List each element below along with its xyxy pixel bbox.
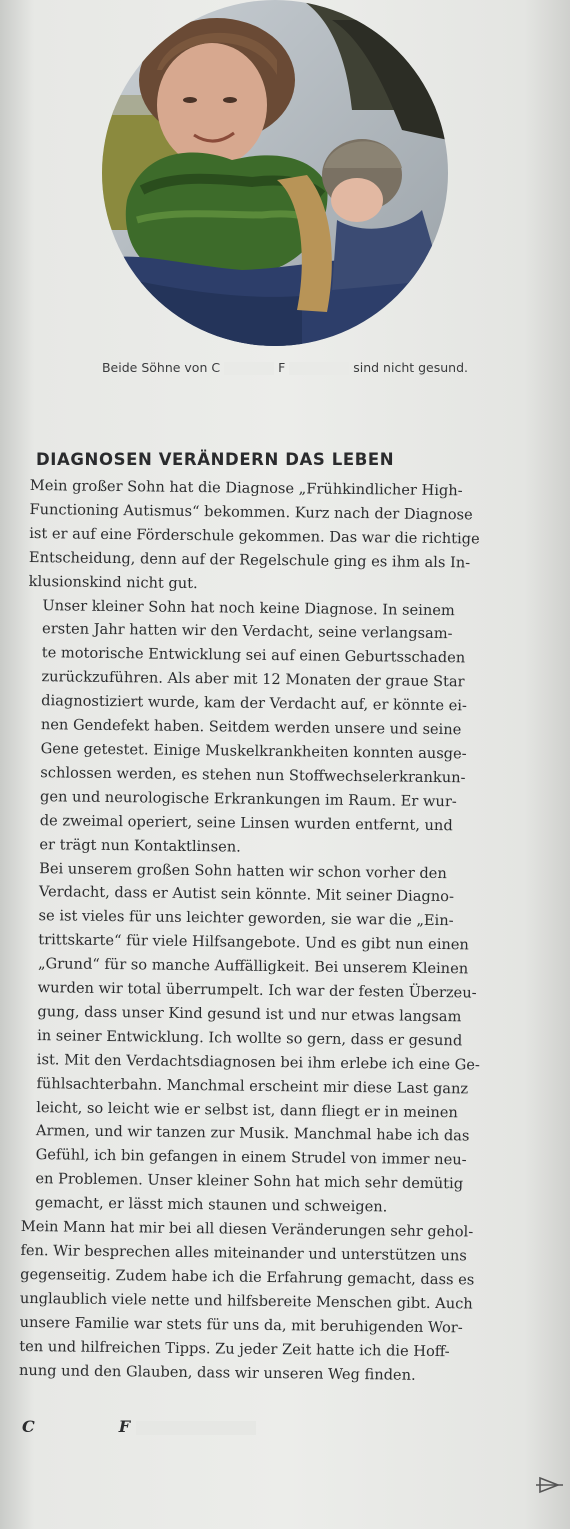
paragraph-2 — [25, 594, 516, 863]
text-line: ersten Jahr hatten wir den Verdacht, seine verlangsam- — [42, 620, 453, 643]
text-line: Mein großer Sohn hat die Diagnose „Frühkindlicher High- — [29, 476, 463, 500]
portrait-photo — [102, 0, 448, 346]
text-line: ist er auf eine Förderschule gekommen. Das war die richtige — [29, 524, 480, 548]
redaction-bar — [224, 362, 274, 375]
article-headline: DIAGNOSEN VERÄNDERN DAS LEBEN — [36, 450, 395, 469]
text-line: leicht, so leicht wie er selbst ist, dann fliegt er in meinen — [36, 1098, 459, 1121]
redaction-bar — [136, 1421, 256, 1435]
paragraph-1 — [29, 474, 518, 599]
text-line: Unser kleiner Sohn hat noch keine Diagnose. In seinem — [42, 596, 455, 619]
caption-initial: F — [278, 360, 286, 375]
text-line: gen und neurologische Erkrankungen im Raum. Er wur- — [39, 787, 457, 811]
text-line: Functioning Autismus“ bekommen. Kurz nach der Diagnose — [29, 500, 473, 524]
text-line: te motorische Entwicklung sei auf einen Geburtsschaden — [41, 644, 466, 667]
text-line: Bei unserem großen Sohn hatten wir schon vorher den — [39, 859, 447, 882]
text-line: Armen, und wir tanzen zur Musik. Manchmal habe ich das — [35, 1122, 470, 1145]
text-line: Entscheidung, denn auf der Regelschule ging es ihm als In- — [28, 548, 471, 572]
text-line: nung und den Glauben, dass wir unseren Weg finden. — [18, 1361, 416, 1384]
text-line: zurückzuführen. Als aber mit 12 Monaten der graue Star — [41, 668, 465, 691]
caption-prefix: Beide Söhne von C — [101, 360, 221, 375]
text-line: trittskarte“ für viele Hilfsangebote. Und es gibt nun einen — [38, 931, 469, 954]
text-line: er trägt nun Kontaktlinsen. — [39, 835, 241, 856]
text-line: unglaublich viele nette und hilfsbereite Menschen gibt. Auch — [19, 1289, 473, 1313]
text-line: Mein Mann hat mir bei all diesen Veränderungen sehr gehol- — [20, 1218, 474, 1241]
text-line: de zweimal operiert, seine Linsen wurden entfernt, und — [39, 811, 453, 834]
author-signature — [22, 1417, 256, 1436]
text-line: Verdacht, dass er Autist sein könnte. Mit seiner Diagno- — [38, 883, 455, 906]
text-line: „Grund“ für so manche Auffälligkeit. Bei unserem Kleinen — [37, 955, 469, 978]
text-line: ist. Mit den Verdachtsdiagnosen bei ihm erlebe ich eine Ge- — [36, 1050, 480, 1074]
text-line: ten und hilfreichen Tipps. Zu jeder Zeit hatte ich die Hoff- — [19, 1337, 450, 1360]
text-line: en Problemen. Unser kleiner Sohn hat mich sehr demütig — [35, 1170, 464, 1193]
triangle-arrow-icon — [536, 1475, 564, 1495]
text-line: diagnostiziert wurde, kam der Verdacht auf, er könnte ei- — [41, 692, 468, 715]
text-line: Gefühl, ich bin gefangen in einem Strudel von immer neu- — [35, 1146, 467, 1169]
text-line: Gene getestet. Einige Muskelkrankheiten konnten ausge- — [40, 740, 467, 763]
paragraph-4 — [19, 1215, 509, 1388]
text-line: gemacht, er lässt mich staunen und schweigen. — [34, 1194, 388, 1216]
signature-last-initial: F — [118, 1417, 131, 1436]
text-line: gegenseitig. Zudem habe ich die Erfahrung gemacht, dass es — [20, 1265, 475, 1289]
redaction-bar — [289, 362, 349, 375]
text-line: se ist vieles für uns leichter geworden, sie war die „Ein- — [38, 907, 454, 930]
paragraph-3 — [21, 856, 513, 1221]
text-line: schlossen werden, es stehen nun Stoffwechselerkrankun- — [40, 764, 466, 787]
text-line: fühlsachterbahn. Manchmal erscheint mir diese Last ganz — [36, 1074, 469, 1098]
text-line: gung, dass unser Kind gesund ist und nur etwas langsam — [37, 1003, 462, 1026]
caption-suffix: sind nicht gesund. — [353, 360, 469, 375]
text-line: in seiner Entwicklung. Ich wollte so gern, dass er gesund — [37, 1026, 463, 1050]
text-line: klusionskind nicht gut. — [28, 572, 198, 592]
text-line: wurden wir total überrumpelt. Ich war der festen Überzeu- — [37, 979, 477, 1002]
photo-caption — [0, 360, 570, 375]
text-line: unsere Familie war stets für uns da, mit beruhigenden Wor- — [19, 1313, 463, 1337]
article-body — [19, 474, 518, 1388]
signature-first-initial: C — [22, 1417, 35, 1436]
text-line: fen. Wir besprechen alles miteinander und unterstützen uns — [20, 1241, 467, 1265]
text-line: nen Gendefekt haben. Seitdem werden unsere und seine — [40, 716, 462, 739]
